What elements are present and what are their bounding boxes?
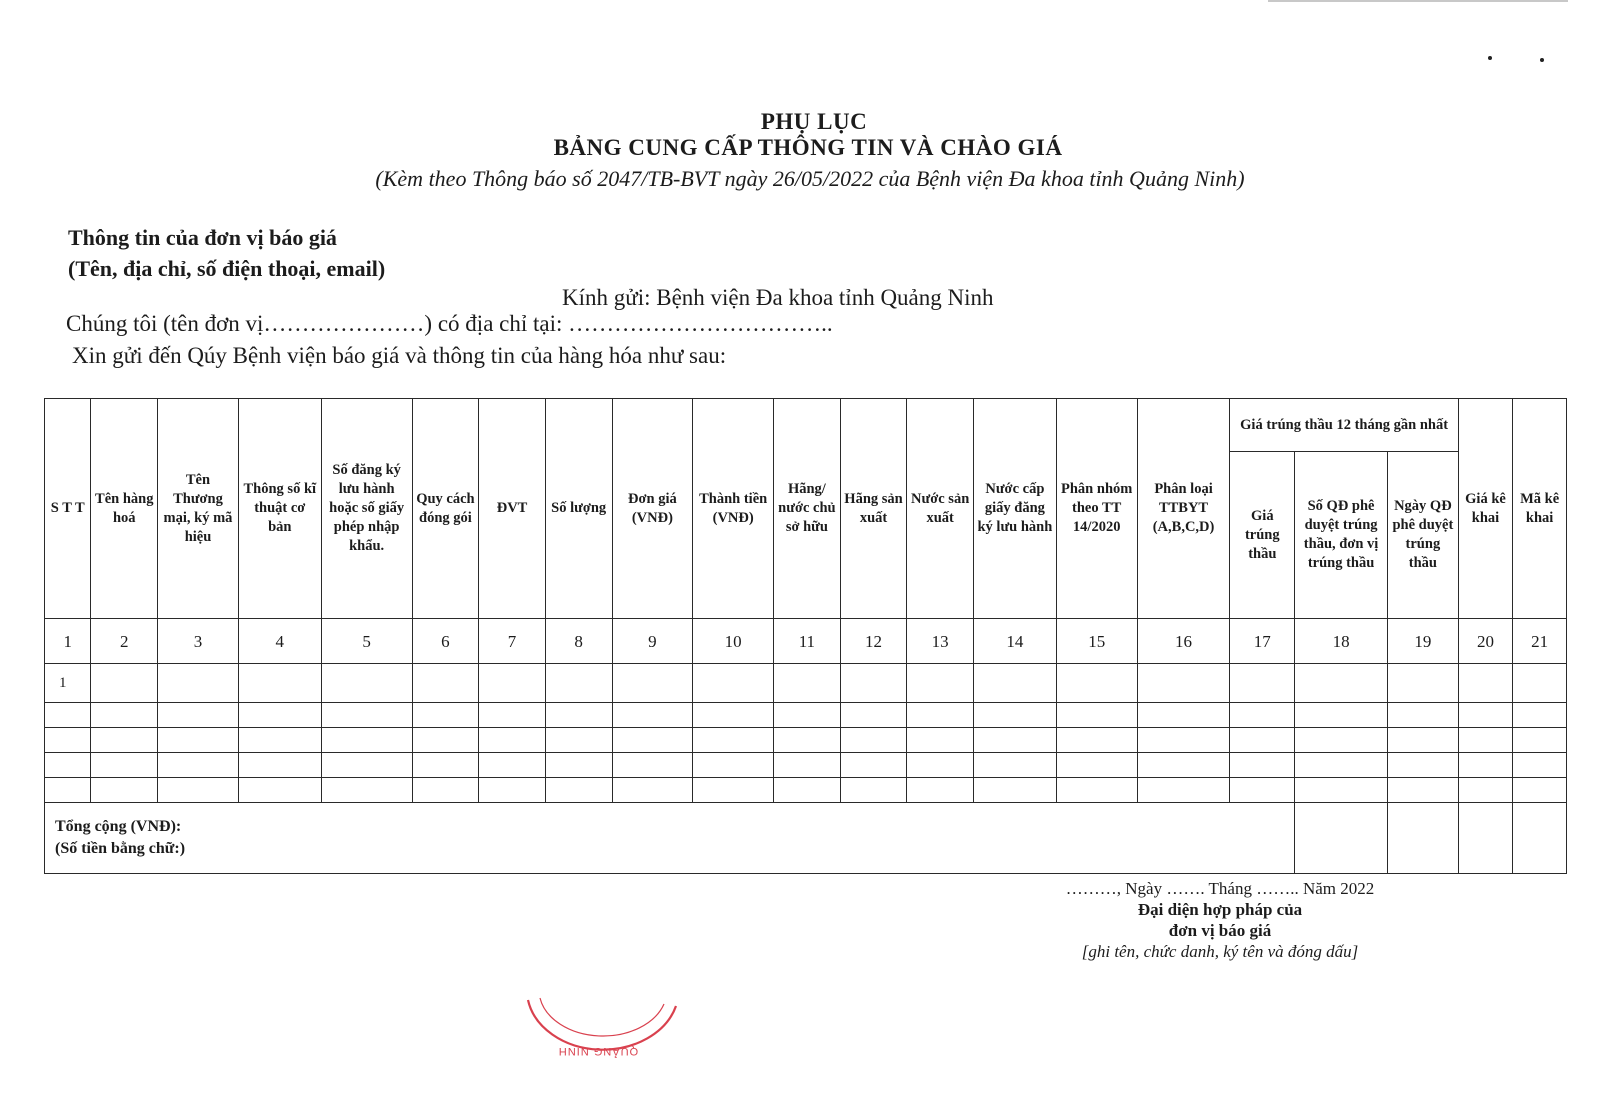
col-header-name: Tên hàng hoá bbox=[91, 399, 158, 619]
col-header-group: Phân nhóm theo TT 14/2020 bbox=[1056, 399, 1137, 619]
column-number: 17 bbox=[1230, 619, 1295, 664]
column-number: 20 bbox=[1458, 619, 1513, 664]
total-label bbox=[45, 803, 1295, 874]
col-group-header-winning-price: Giá trúng thầu 12 tháng gần nhất bbox=[1230, 399, 1458, 452]
total-row bbox=[45, 803, 1567, 874]
col-header-decision-date: Ngày QĐ phê duyệt trúng thầu bbox=[1388, 452, 1459, 619]
column-number: 5 bbox=[321, 619, 412, 664]
signature-block bbox=[1036, 878, 1404, 962]
col-header-owner: Hãng/ nước chủ sở hữu bbox=[774, 399, 841, 619]
column-number: 16 bbox=[1137, 619, 1230, 664]
row-stt: 1 bbox=[45, 664, 91, 703]
col-header-unit-price: Đơn giá (VNĐ) bbox=[612, 399, 693, 619]
col-header-amount: Thành tiền (VNĐ) bbox=[693, 399, 774, 619]
col-header-specs: Thông số kĩ thuật cơ bản bbox=[238, 399, 321, 619]
quotation-table bbox=[44, 398, 1567, 874]
column-number: 7 bbox=[479, 619, 546, 664]
column-number: 3 bbox=[158, 619, 239, 664]
signature-hint: [ghi tên, chức danh, ký tên và đóng dấu] bbox=[1081, 942, 1359, 961]
column-number: 15 bbox=[1056, 619, 1137, 664]
column-number: 18 bbox=[1295, 619, 1388, 664]
column-number: 21 bbox=[1513, 619, 1567, 664]
col-header-quantity: Số lượng bbox=[545, 399, 612, 619]
total-amount-label: Tổng cộng (VNĐ): bbox=[55, 818, 182, 835]
total-in-words-label: (Số tiền bằng chữ:) bbox=[55, 840, 186, 857]
column-number: 11 bbox=[774, 619, 841, 664]
col-header-packing: Quy cách đóng gói bbox=[412, 399, 479, 619]
column-number: 14 bbox=[973, 619, 1056, 664]
signature-role-unit: đơn vị báo giá bbox=[1168, 921, 1272, 940]
red-seal-stamp bbox=[524, 990, 684, 1080]
column-number: 6 bbox=[412, 619, 479, 664]
column-number: 9 bbox=[612, 619, 693, 664]
column-number: 13 bbox=[907, 619, 974, 664]
stamp-text: QUẢNG NINH bbox=[557, 1045, 639, 1057]
col-header-declaration-code: Mã kê khai bbox=[1513, 399, 1567, 619]
scan-edge-mark bbox=[1268, 0, 1568, 2]
column-number: 2 bbox=[91, 619, 158, 664]
col-header-classification: Phân loại TTBYT (A,B,C,D) bbox=[1137, 399, 1230, 619]
table-row bbox=[45, 753, 1567, 778]
speck bbox=[1488, 56, 1492, 60]
column-number: 19 bbox=[1388, 619, 1459, 664]
col-header-country: Nước sản xuất bbox=[907, 399, 974, 619]
col-header-trade-name: Tên Thương mại, ký mã hiệu bbox=[158, 399, 239, 619]
document-subtitle: BẢNG CUNG CẤP THÔNG TIN VÀ CHÀO GIÁ bbox=[553, 135, 1063, 160]
col-header-license-country: Nước cấp giấy đăng ký lưu hành bbox=[973, 399, 1056, 619]
unit-address-line: Chúng tôi (tên đơn vị…………………) có địa chỉ tại: …………………………….. bbox=[66, 311, 833, 336]
col-header-decision-no: Số QĐ phê duyệt trúng thầu, đơn vị trúng thầu bbox=[1295, 452, 1388, 619]
col-header-registration: Số đăng ký lưu hành hoặc số giấy phép nhập khẩu. bbox=[321, 399, 412, 619]
document-reference-note: (Kèm theo Thông báo số 2047/TB-BVT ngày 26/05/2022 của Bệnh viện Đa khoa tỉnh Quảng Ninh) bbox=[375, 166, 1245, 191]
table-row bbox=[45, 778, 1567, 803]
unit-info-heading: Thông tin của đơn vị báo giá bbox=[68, 225, 337, 250]
column-number: 10 bbox=[693, 619, 774, 664]
speck bbox=[1540, 58, 1544, 62]
table-row bbox=[45, 703, 1567, 728]
col-header-declared-price: Giá kê khai bbox=[1458, 399, 1513, 619]
document-title: PHỤ LỤC bbox=[760, 109, 868, 134]
column-number-row bbox=[45, 619, 1567, 664]
quoting-unit-info bbox=[68, 222, 385, 284]
table-row bbox=[45, 728, 1567, 753]
column-number: 8 bbox=[545, 619, 612, 664]
col-header-stt: S T T bbox=[45, 399, 91, 619]
signature-role: Đại diện hợp pháp của bbox=[1137, 900, 1303, 919]
col-header-unit: ĐVT bbox=[479, 399, 546, 619]
intro-line: Xin gửi đến Qúy Bệnh viện báo giá và thông tin của hàng hóa như sau: bbox=[72, 343, 727, 368]
column-number: 12 bbox=[840, 619, 907, 664]
column-number: 1 bbox=[45, 619, 91, 664]
addressee-line: Kính gửi: Bệnh viện Đa khoa tỉnh Quảng Ninh bbox=[562, 285, 994, 310]
column-number: 4 bbox=[238, 619, 321, 664]
col-header-manufacturer: Hãng sản xuất bbox=[840, 399, 907, 619]
unit-info-fields: (Tên, địa chỉ, số điện thoại, email) bbox=[68, 256, 386, 281]
table-row bbox=[45, 664, 1567, 703]
col-header-winning-price: Giá trúng thầu bbox=[1230, 452, 1295, 619]
signature-date: ………, Ngày ……. Tháng …….. Năm 2022 bbox=[1065, 879, 1375, 898]
